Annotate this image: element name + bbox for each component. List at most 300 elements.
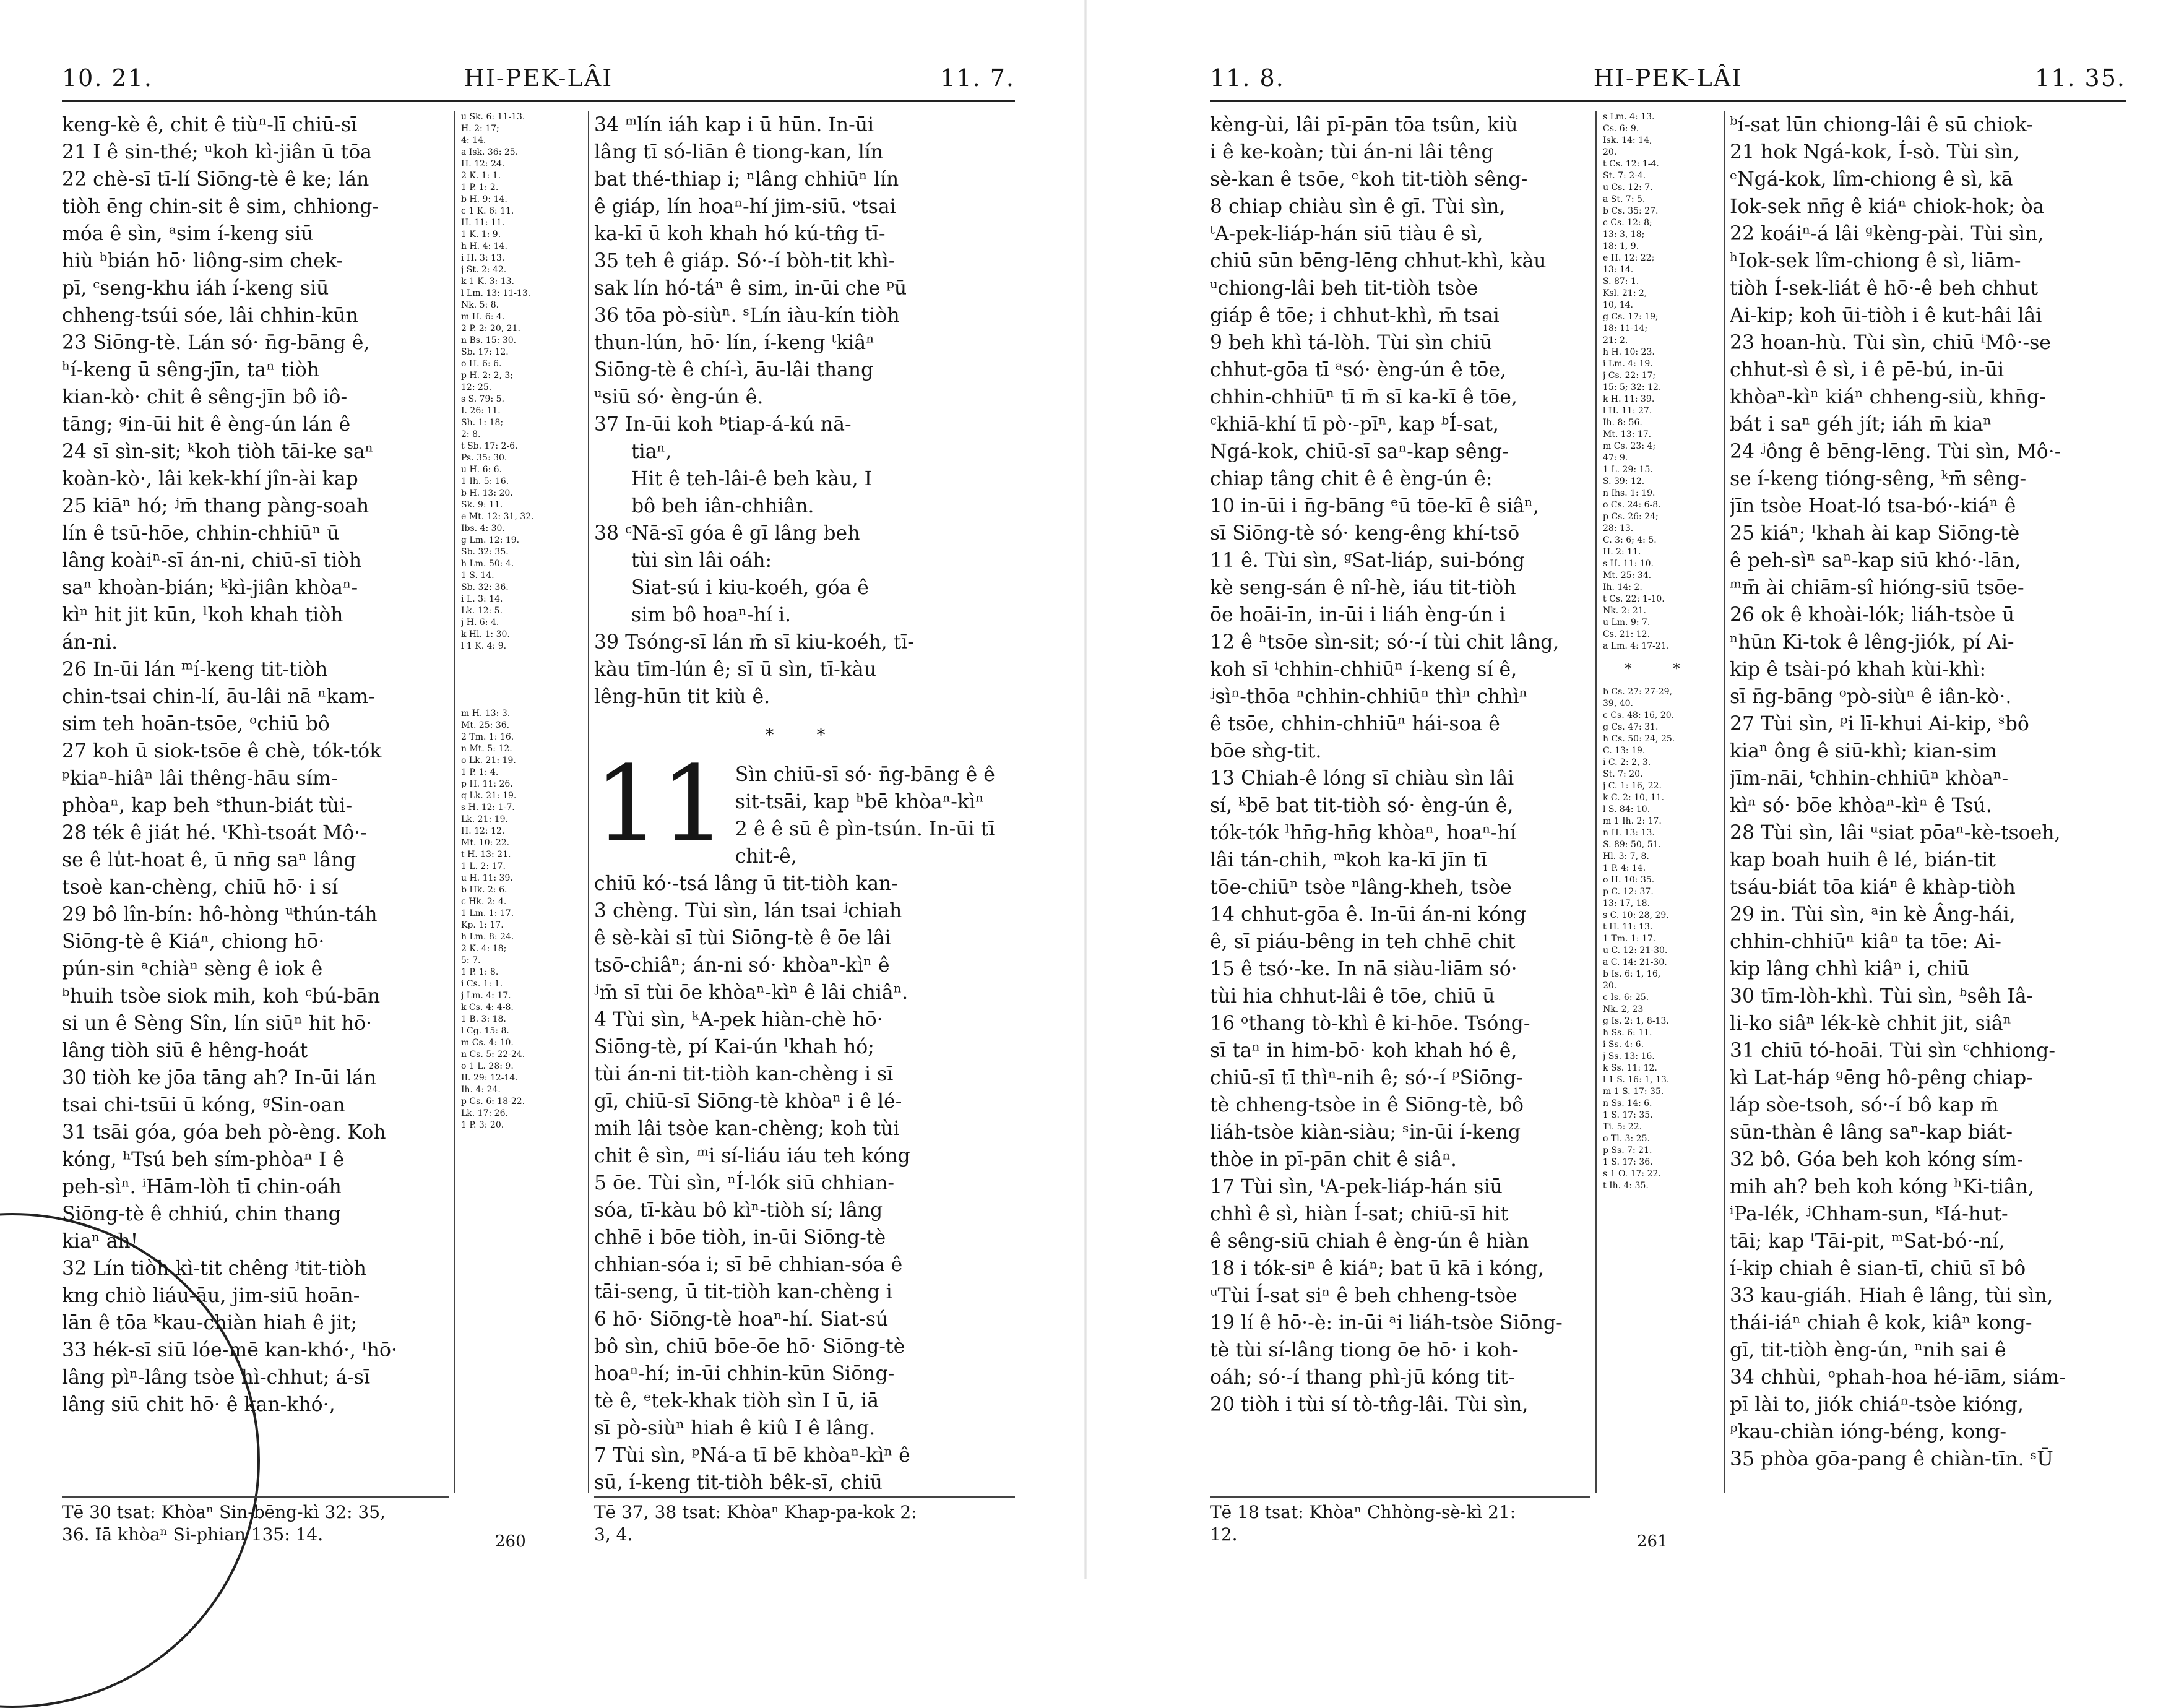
footnote-left	[62, 1501, 449, 1546]
cross-reference: h Cs. 50: 24, 25.	[1603, 734, 1675, 744]
text-column-left	[1210, 111, 1590, 1495]
cross-reference: t Cs. 22: 1-10.	[1603, 594, 1665, 604]
text-line: ᵗA-pek-liáp-hán siū tiàu ê sì,	[1210, 223, 1483, 245]
text-line: tsoè kan-chèng, chiū hō· i sí	[62, 876, 339, 899]
text-line: i ê ke-koàn; tùi án-ni lâi têng	[1210, 141, 1494, 163]
text-line: láp sòe-tsoh, só·-í bô kap m̄	[1730, 1094, 1999, 1116]
text-line: peh-sìⁿ. ⁱHām-lòh tī chin-oáh	[62, 1176, 342, 1198]
text-line: chit ê sìn, ᵐi sí-liáu iáu teh kóng	[594, 1145, 910, 1167]
cross-reference: 1 L. 2: 17.	[461, 861, 506, 871]
footnote-rule	[594, 1496, 1015, 1498]
footnote-right	[594, 1501, 1015, 1546]
cross-reference: 12: 25.	[461, 382, 492, 392]
cross-reference: k 1 K. 3: 13.	[461, 277, 514, 287]
text-line: 22 koáiⁿ-á lâi ᵍkèng-pài. Tùi sìn,	[1730, 223, 2044, 245]
text-line: 27 Tùi sìn, ᵖi lī-khui Ai-kip, ˢbô	[1730, 713, 2029, 735]
left-page	[62, 62, 1015, 1572]
text-line: Siōng-tè ê chí-ì, āu-lâi thang	[594, 359, 874, 381]
cross-reference: 15: 5; 32: 12.	[1603, 382, 1662, 392]
text-line: se í-keng tióng-sêng, ᵏm̄ sêng-	[1730, 468, 2027, 490]
text-line: chhin-chhiūⁿ tī m̄ sī ka-kī ê tōe,	[1210, 386, 1517, 408]
text-line: saⁿ khoàn-bián; ᵏkì-jiân khòaⁿ-	[62, 577, 358, 599]
text-line: 8 chiap chiàu sìn ê gī. Tùi sìn,	[1210, 196, 1506, 218]
cross-reference: l 1 K. 4: 9.	[461, 641, 507, 651]
text-line: ê peh-sìⁿ saⁿ-kap siū khó·-lān,	[1730, 550, 2021, 572]
cross-reference: j H. 6: 4.	[461, 618, 499, 628]
text-line: pī, ᶜseng-khu iáh í-keng siū	[62, 277, 329, 300]
cross-reference: Kp. 1: 17.	[461, 920, 504, 930]
cross-reference: Sb. 32: 36.	[461, 582, 509, 592]
cross-reference: l Lm. 13: 11-13.	[461, 288, 531, 298]
text-line: ʲm̄ sī tùi ōe khòaⁿ-kìⁿ ê lâi chiâⁿ.	[594, 981, 909, 1004]
cross-reference: H. 12: 12.	[461, 826, 505, 836]
text-line: kap boah huih ê lé, bián-tit	[1730, 849, 1996, 871]
text-line: chhut-sì ê sì, i ê pē-bú, in-ūi	[1730, 359, 2005, 381]
cross-reference: Lk. 12: 5.	[461, 606, 503, 616]
cross-reference: Cs. 6: 9.	[1603, 124, 1639, 134]
text-line: 14 chhut-gōa ê. In-ūi án-ni kóng	[1210, 904, 1526, 926]
text-line: kip lâng chhì kiâⁿ i, chiū	[1730, 958, 1969, 980]
text-line: tāi; kap ˡTāi-pit, ᵐSat-bó·-ní,	[1730, 1230, 2005, 1253]
text-line: 9 beh khì tá-lòh. Tùi sìn chiū	[1210, 332, 1493, 354]
text-line: kip ê tsài-pó khah kùi-khì:	[1730, 658, 1987, 681]
cross-reference: 5: 7.	[461, 955, 481, 965]
cross-reference: n Ss. 14: 6.	[1603, 1098, 1652, 1108]
cross-reference: Lk. 21: 19.	[461, 814, 508, 824]
footnote-line: 12.	[1210, 1524, 1238, 1545]
cross-reference: Sb. 32: 35.	[461, 547, 509, 557]
text-line: 23 Siōng-tè. Lán só· n̄g-bāng ê,	[62, 332, 370, 354]
cross-reference: S. 39: 12.	[1603, 477, 1645, 486]
text-line: liáh-tsòe kiàn-siàu; ˢin-ūi í-keng	[1210, 1121, 1521, 1144]
text-line: chheng-tsúi sóe, lâi chhin-kūn	[62, 304, 358, 327]
text-line: sī taⁿ in him-bō· koh khah hó ê,	[1210, 1040, 1517, 1062]
cross-reference: 10, 14.	[1603, 300, 1633, 310]
text-line: ʰí-keng ū sêng-jīn, taⁿ tiòh	[62, 359, 319, 381]
text-line: chhì ê sì, hiàn Í-sat; chiū-sī hit	[1210, 1203, 1509, 1225]
text-line: móa ê sìn, ᵃsim í-keng siū	[62, 223, 314, 245]
cross-reference: b Cs. 27: 27-29,	[1603, 687, 1672, 697]
cross-reference: m 1 S. 17: 35.	[1603, 1087, 1664, 1097]
text-line: 4 Tùi sìn, ᵏA-pek hiàn-chè hō·	[594, 1009, 883, 1031]
text-line: 31 chiū tó-hoāi. Tùi sìn ᶜchhiong-	[1730, 1040, 2055, 1062]
cross-reference: l 1 S. 16: 1, 13.	[1603, 1075, 1670, 1085]
footnote-line: 36. Iā khòaⁿ Si-phian 135: 14.	[62, 1524, 324, 1545]
cross-reference: h H. 4: 14.	[461, 241, 507, 251]
cross-reference: H. 11: 11.	[461, 218, 505, 228]
text-line: ⁱPa-lék, ʲChham-sun, ᵏIá-hut-	[1730, 1203, 2008, 1225]
cross-reference: 2 K. 1: 1.	[461, 171, 501, 181]
text-line: koh sī ⁱchhin-chhiūⁿ í-keng sí ê,	[1210, 658, 1517, 681]
cross-reference: t Cs. 12: 1-4.	[1603, 159, 1659, 169]
cross-reference: i Lm. 4: 19.	[1603, 359, 1653, 369]
text-line: gī, chiū-sī Siōng-tè khòaⁿ i ê lé-	[594, 1090, 902, 1113]
text-line: ᶜkhiā-khí tī pò·-pīⁿ, kap ᵇÍ-sat,	[1210, 413, 1500, 436]
footnote-rule	[62, 1496, 449, 1498]
cross-reference: Ps. 35: 30.	[461, 453, 507, 463]
text-line: 18 i tók-siⁿ ê kiáⁿ; bat ū kā i kóng,	[1210, 1257, 1545, 1280]
cross-reference: p H. 11: 26.	[461, 779, 513, 789]
cross-reference: o Lk. 21: 19.	[461, 756, 516, 766]
cross-reference: j Lm. 4: 17.	[461, 991, 511, 1001]
text-line: ᵇí-sat lūn chiong-lâi ê sū chiok-	[1730, 114, 2033, 136]
book-title: HI-PEK-LÂI	[464, 64, 613, 92]
cross-reference: n Ihs. 1: 19.	[1603, 488, 1655, 498]
verse-range-end: 11. 35.	[2035, 64, 2126, 92]
text-line: tè tùi sí-lâng tiong ōe hō· i koh-	[1210, 1339, 1519, 1361]
text-line: 26 In-ūi lán ᵐí-keng tit-tiòh	[62, 658, 328, 681]
text-line: 13 Chiah-ê lóng sī chiàu sìn lâi	[1210, 767, 1514, 790]
text-line: si un ê Sèng Sîn, lín siūⁿ hit hō·	[62, 1012, 373, 1035]
cross-reference: a Isk. 36: 25.	[461, 147, 519, 157]
book-title: HI-PEK-LÂI	[1593, 64, 1743, 92]
text-line: 2 ê ê sū ê pìn-tsún. In-ūi tī chit-ê,	[735, 818, 995, 868]
text-line: ᵘsiū só· èng-ún ê.	[594, 386, 764, 408]
text-line: 6 hō· Siōng-tè hoaⁿ-hí. Siat-sú	[594, 1308, 889, 1331]
cross-reference: 1 P. 1: 2.	[461, 183, 499, 192]
text-line: thun-lún, hō· lín, í-keng ᵗkiâⁿ	[594, 332, 874, 354]
cross-reference: b Cs. 35: 27.	[1603, 206, 1659, 216]
text-line: jīn tsòe Hoat-ló tsa-bó·-kiáⁿ ê	[1730, 495, 2016, 517]
text-line: lâng siū chit hō· ê kan-khó·,	[62, 1394, 335, 1416]
text-line: giáp ê tōe; i chhut-khì, m̄ tsai	[1210, 304, 1500, 327]
text-line: bô sìn, chiū bōe-ōe hō· Siōng-tè	[594, 1335, 905, 1358]
text-line: 24 sī sìn-sit; ᵏkoh tiòh tāi-ke saⁿ	[62, 441, 374, 463]
cross-reference: k H. 11: 39.	[1603, 394, 1655, 404]
page-number: 261	[1637, 1532, 1668, 1551]
cross-reference: Sk. 9: 11.	[461, 500, 503, 510]
cross-reference: II. 29: 12-14.	[461, 1073, 518, 1083]
text-line: tók-tók ˡhn̄g-hn̄g khòaⁿ, hoaⁿ-hí	[1210, 822, 1516, 844]
text-line: sū, í-keng tit-tiòh bêk-sī, chiū	[594, 1472, 883, 1494]
text-line: Sìn chiū-sī só· n̄g-bāng ê ê	[735, 764, 995, 786]
cross-reference: o H. 10: 35.	[1603, 875, 1655, 885]
cross-reference: u H. 6: 6.	[461, 465, 503, 475]
text-line: mih ah? beh koh kóng ʰKi-tiân,	[1730, 1176, 2034, 1198]
text-line: jīm-nāi, ᵗchhin-chhiūⁿ khòaⁿ-	[1730, 767, 2009, 790]
cross-reference: o H. 6: 6.	[461, 359, 502, 369]
cross-reference: Ti. 5: 22.	[1603, 1122, 1642, 1132]
text-line: Hit ê teh-lâi-ê beh kàu, I	[631, 468, 873, 490]
text-line: sit-tsāi, kap ʰbē khòaⁿ-kìⁿ	[735, 791, 984, 813]
text-line: gī, tit-tiòh èng-ún, ⁿnih sai ê	[1730, 1339, 2006, 1361]
text-line: Iok-sek nn̄g ê kiáⁿ chiok-hok; òa	[1730, 196, 2045, 218]
text-line: li-ko siâⁿ lék-kè chhit jit, siâⁿ	[1730, 1012, 2012, 1035]
text-line: 27 koh ū siok-tsōe ê chè, tók-tók	[62, 740, 382, 762]
text-line: sí, ᵏbē bat tit-tiòh só· èng-ún ê,	[1210, 795, 1514, 817]
text-line: lín ê tsū-hōe, chhin-chhiūⁿ ū	[62, 522, 340, 545]
text-line: ê sè-kài sī tùi Siōng-tè ê ōe lâi	[594, 927, 891, 949]
cross-reference: St. 7: 20.	[1603, 769, 1643, 779]
cross-reference: i Ss. 4: 6.	[1603, 1040, 1644, 1050]
column-rule	[454, 111, 455, 1493]
text-line: 36 tōa pò-siùⁿ. ˢLín iàu-kín tiòh	[594, 304, 900, 327]
cross-reference: 1 P. 3: 20.	[461, 1120, 504, 1130]
cross-reference: e H. 12: 22;	[1603, 253, 1655, 263]
cross-reference: p Cs. 6: 18-22.	[461, 1097, 525, 1106]
text-line: tùi hia chhut-lâi ê tōe, chiū ū	[1210, 985, 1495, 1007]
cross-reference: S. 87: 1.	[1603, 277, 1639, 287]
cross-reference: m Cs. 23: 4;	[1603, 441, 1656, 451]
cross-reference: u C. 12: 21-30.	[1603, 946, 1668, 955]
text-line: ʲsìⁿ-thōa ⁿchhin-chhiūⁿ thìⁿ chhìⁿ	[1210, 686, 1528, 708]
text-line: 33 hék-sī siū lóe-mē kan-khó·, ˡhō·	[62, 1339, 397, 1361]
cross-reference: t H. 13: 21.	[461, 850, 511, 860]
cross-reference: H. 2: 17;	[461, 124, 499, 134]
text-line: mih lâi tsòe kan-chèng; koh tùi	[594, 1118, 900, 1140]
cross-reference: Mt. 25: 36.	[461, 720, 510, 730]
text-line: tùi sìn lâi oáh:	[631, 550, 772, 572]
text-line: ᵘTùi Í-sat siⁿ ê beh chheng-tsòe	[1210, 1285, 1517, 1307]
text-line: lâng koàiⁿ-sī án-ni, chiū-sī tiòh	[62, 550, 362, 572]
cross-reference: h H. 10: 23.	[1603, 347, 1655, 357]
text-line: kiaⁿ ah!	[62, 1230, 139, 1253]
cross-reference: Nk. 5: 8.	[461, 300, 499, 310]
cross-reference: p Ss. 7: 21.	[1603, 1145, 1652, 1155]
text-line: 21 hok Ngá-kok, Í-sò. Tùi sìn,	[1730, 141, 2020, 163]
text-line: 3 chèng. Tùi sìn, lán tsai ʲchiah	[594, 900, 902, 922]
cross-reference: g Cs. 17: 19;	[1603, 312, 1659, 322]
running-head	[1210, 62, 2126, 99]
cross-reference: 1 Tm. 1: 17.	[1603, 934, 1656, 944]
cross-reference: 2 P. 2: 20, 21.	[461, 324, 520, 334]
cross-reference: n Cs. 5: 22-24.	[461, 1050, 525, 1059]
text-line: se ê lu̍t-hoat ê, ū nn̄g saⁿ lâng	[62, 849, 356, 871]
text-line: kèng-ùi, lâi pī-pān tōa tsûn, kiù	[1210, 114, 1518, 136]
cross-reference: h Lm. 50: 4.	[461, 559, 514, 569]
text-line: 30 tīm-lòh-khì. Tùi sìn, ᵇsêh Iâ-	[1730, 985, 2034, 1007]
cross-reference: Nk. 2: 21.	[1603, 606, 1646, 616]
text-line: 19 lí ê hō·-è: in-ūi ᵃi liáh-tsòe Siōng-	[1210, 1312, 1563, 1334]
text-line: sī pò-siùⁿ hiah ê kiû I ê lâng.	[594, 1417, 876, 1439]
book-gutter	[1084, 0, 1087, 1579]
cross-reference: l Cg. 15: 8.	[461, 1026, 509, 1036]
text-line: Siōng-tè, pí Kai-ún ˡkhah hó;	[594, 1036, 874, 1058]
text-line: tāi-seng, ū tit-tiòh kan-chèng i	[594, 1281, 892, 1303]
cross-reference: t Sb. 17: 2-6.	[461, 441, 518, 451]
text-line: bat thé-thiap i; ⁿlâng chhiūⁿ lín	[594, 168, 899, 191]
text-line: ⁿhūn Ki-tok ê lêng-jiók, pí Ai-	[1730, 631, 2014, 653]
text-line: sim teh hoān-tsōe, ᵒchiū bô	[62, 713, 330, 735]
text-line: án-ni.	[62, 631, 118, 653]
text-line: chiap tâng chit ê ê èng-ún ê:	[1210, 468, 1493, 490]
cross-reference: S. 89: 50, 51.	[1603, 840, 1661, 850]
text-line: 35 teh ê giáp. Só·-í bòh-tit khì-	[594, 250, 896, 272]
text-line: bōe sǹg-tit.	[1210, 740, 1322, 762]
text-line: kìⁿ hit jit kūn, ˡkoh khah tiòh	[62, 604, 343, 626]
cross-reference: i L. 3: 14.	[461, 594, 503, 604]
cross-reference: s 1 O. 17: 22.	[1603, 1169, 1661, 1179]
cross-reference: Mt. 25: 34.	[1603, 571, 1652, 580]
cross-reference: m H. 6: 4.	[461, 312, 505, 322]
cross-reference: 18: 1, 9.	[1603, 241, 1639, 251]
text-line: lâng pìⁿ-lâng tsòe hì-chhut; á-sī	[62, 1366, 371, 1389]
cross-reference: o Tl. 3: 25.	[1603, 1134, 1650, 1144]
text-line: ᵖkau-chiàn ióng-béng, kong-	[1730, 1421, 2007, 1443]
text-line: phòaⁿ, kap beh ˢthun-biát tùi-	[62, 795, 353, 817]
cross-reference: C. 13: 19.	[1603, 746, 1646, 756]
text-line: sim bô hoaⁿ-hí i.	[631, 604, 792, 626]
text-line: chiū sūn bēng-lēng chhut-khì, kàu	[1210, 250, 1547, 272]
running-head	[62, 62, 1015, 99]
cross-reference: 1 S. 14.	[461, 571, 494, 580]
text-line: chhut-gōa tī ᵃsó· èng-ún ê tōe,	[1210, 359, 1507, 381]
text-line: chiū kó·-tsá lâng ū tit-tiòh kan-	[594, 873, 899, 895]
text-line: 5 ōe. Tùi sìn, ⁿÍ-lók siū chhian-	[594, 1172, 895, 1194]
text-line: ᵉNgá-kok, lîm-chiong ê sì, kā	[1730, 168, 2013, 191]
cross-reference: 4: 14.	[461, 136, 486, 145]
cross-reference: n H. 13: 13.	[1603, 828, 1655, 838]
cross-reference: 47: 9.	[1603, 453, 1628, 463]
text-line: Siōng-tè ê Kiáⁿ, chiong hō·	[62, 931, 325, 953]
cross-reference: b H. 9: 14.	[461, 194, 507, 204]
text-line: tsai chi-tsūi ū kóng, ᵍSin-oan	[62, 1094, 345, 1116]
cross-reference: m H. 13: 3.	[461, 709, 511, 718]
text-line: ê, sī piáu-bêng in teh chhē chit	[1210, 931, 1516, 953]
column-rule	[588, 111, 589, 1493]
verse-range-start: 10. 21.	[62, 64, 153, 92]
cross-reference: 1 B. 3: 18.	[461, 1014, 506, 1024]
text-line: 25 kiāⁿ hó; ʲm̄ thang pàng-soah	[62, 495, 369, 517]
cross-reference: I. 26: 11.	[461, 406, 501, 416]
cross-reference: q Lk. 21: 19.	[461, 791, 517, 801]
cross-reference: u Lm. 9: 7.	[1603, 618, 1651, 628]
text-line: 23 hoan-hù. Tùi sìn, chiū ⁱMô·-se	[1730, 332, 2051, 354]
text-line: Siat-sú i kiu-koéh, góa ê	[631, 577, 869, 599]
text-line: 37 In-ūi koh ᵇtiap-á-kú nā-	[594, 413, 852, 436]
cross-reference: j Ss. 13: 16.	[1603, 1051, 1655, 1061]
cross-reference: c Hk. 2: 4.	[461, 897, 507, 907]
cross-reference: p H. 2: 2, 3;	[461, 371, 514, 381]
section-separator: * *	[1625, 662, 1699, 677]
cross-reference: 2 K. 4: 18;	[461, 944, 507, 954]
cross-reference: 1 P. 1: 4.	[461, 767, 499, 777]
text-line: sī n̄g-bāng ᵒpò-siùⁿ ê iân-kò·.	[1730, 686, 2012, 708]
text-line: kiaⁿ ông ê siū-khì; kian-sim	[1730, 740, 1997, 762]
cross-reference: g Cs. 47: 31.	[1603, 722, 1659, 732]
text-line: kè seng-sán ê nî-hè, iáu tit-tiòh	[1210, 577, 1516, 599]
cross-reference: h Ss. 6: 11.	[1603, 1028, 1652, 1038]
cross-reference: s H. 12: 1-7.	[461, 803, 515, 813]
cross-reference: Ibs. 4: 30.	[461, 524, 505, 533]
cross-reference: k Hl. 1: 30.	[461, 629, 510, 639]
cross-reference: p Cs. 26: 24;	[1603, 512, 1659, 522]
text-line: Ngá-kok, chiū-sī saⁿ-kap sêng-	[1210, 441, 1509, 463]
text-line: thái-iáⁿ chiah ê kok, kiâⁿ kong-	[1730, 1312, 2032, 1334]
cross-reference: 18: 11-14;	[1603, 324, 1648, 334]
text-line: tsáu-biát tōa kiáⁿ ê khàp-tiòh	[1730, 876, 2016, 899]
text-line: kàu tīm-lún ê; sī ū sìn, tī-kàu	[594, 658, 876, 681]
text-line: chhē i bōe tiòh, in-ūi Siōng-tè	[594, 1227, 886, 1249]
cross-reference: u Cs. 12: 7.	[1603, 183, 1653, 192]
text-line: sī Siōng-tè só· keng-êng khí-tsō	[1210, 522, 1520, 545]
text-line: 35 phòa gōa-pang ê chiàn-tīn. ˢŪ	[1730, 1448, 2053, 1470]
text-line: 28 Tùi sìn, lâi ᵘsiat pōaⁿ-kè-tsoeh,	[1730, 822, 2061, 844]
verse-range-end: 11. 7.	[940, 64, 1015, 92]
text-line: pī lài to, jiók chiáⁿ-tsòe kióng,	[1730, 1394, 2024, 1416]
text-line: lêng-hūn tit kiù ê.	[594, 686, 770, 708]
text-line: keng-kè ê, chit ê tiùⁿ-lī chiū-sī	[62, 114, 358, 136]
text-line: ᵐm̄ ài chiām-sî hióng-siū tsōe-	[1730, 577, 2024, 599]
text-line: ka-kī ū koh khah hó kú-tn̂g tī-	[594, 223, 886, 245]
cross-reference: 21: 2.	[1603, 335, 1628, 345]
footnote-line: 3, 4.	[594, 1524, 633, 1545]
cross-reference: 1 S. 17: 35.	[1603, 1110, 1653, 1120]
cross-reference: H. 12: 24.	[461, 159, 505, 169]
cross-reference: b Is. 6: 1, 16,	[1603, 969, 1661, 979]
text-line: ᵖkiaⁿ-hiâⁿ lâi thêng-hāu sím-	[62, 767, 338, 790]
cross-reference: o Cs. 24: 6-8.	[1603, 500, 1661, 510]
cross-reference: Sh. 1: 18;	[461, 418, 504, 428]
text-line: oáh; só·-í thang phì-jū kóng tit-	[1210, 1366, 1515, 1389]
header-rule	[1210, 100, 2126, 102]
cross-reference: b H. 13: 20.	[461, 488, 513, 498]
text-line: 15 ê tsó·-ke. In nā siàu-liām só·	[1210, 958, 1517, 980]
text-line: tiaⁿ,	[631, 441, 672, 463]
cross-reference: i C. 2: 2, 3.	[1603, 757, 1651, 767]
footnote-left	[1210, 1501, 1590, 1546]
text-line: kóng, ʰTsú beh sím-phòaⁿ I ê	[62, 1149, 345, 1171]
right-page	[1210, 62, 2126, 1572]
text-line: lâng tī só-liān ê tiong-kan, lín	[594, 141, 884, 163]
cross-reference: s S. 79: 5.	[461, 394, 504, 404]
text-line: kng chiò liáu-āu, jim-siū hoān-	[62, 1285, 360, 1307]
text-line: 29 bô lîn-bín: hô-hòng ᵘthún-táh	[62, 904, 378, 926]
text-line: lān ê tōa ᵏkau-chiàn hiah ê jit;	[62, 1312, 357, 1334]
cross-reference: c Is. 6: 25.	[1603, 993, 1649, 1003]
text-line: tsō-chiâⁿ; án-ni só· khòaⁿ-kìⁿ ê	[594, 954, 890, 977]
cross-references-column	[1603, 111, 1720, 1495]
cross-reference: s H. 11: 10.	[1603, 559, 1654, 569]
text-line: 39 Tsóng-sī lán m̄ sī kiu-koéh, tī-	[594, 631, 915, 653]
cross-reference: 1 S. 17: 36.	[1603, 1157, 1653, 1167]
footnote-line: Tē 18 tsat: Khòaⁿ Chhòng-sè-kì 21:	[1210, 1502, 1516, 1522]
text-line: ê giáp, lín hoaⁿ-hí jim-siū. ᵒtsai	[594, 196, 896, 218]
cross-reference: k C. 2: 10, 11.	[1603, 793, 1665, 803]
text-column-left	[62, 111, 449, 1495]
chapter-number: 11	[594, 743, 727, 865]
text-line: 21 I ê sin-thé; ᵘkoh kì-jiân ū tōa	[62, 141, 372, 163]
text-line: tōe-chiūⁿ tsòe ⁿlâng-kheh, tsòe	[1210, 876, 1512, 899]
cross-reference: m 1 Ih. 2: 17.	[1603, 816, 1662, 826]
text-line: ᵘchiong-lâi beh tit-tiòh tsòe	[1210, 277, 1478, 300]
cross-reference: s C. 10: 28, 29.	[1603, 910, 1669, 920]
cross-reference: u Sk. 6: 11-13.	[461, 112, 525, 122]
text-line: 16 ᵒthang tò-khì ê ki-hōe. Tsóng-	[1210, 1012, 1530, 1035]
cross-reference: Hl. 3: 7, 8.	[1603, 852, 1649, 861]
cross-reference: j Cs. 22: 17;	[1603, 371, 1656, 381]
section-separator: * *	[765, 725, 844, 745]
cross-reference: p C. 12: 37.	[1603, 887, 1654, 897]
cross-reference: 1 P. 1: 8.	[461, 967, 499, 977]
cross-reference: k Cs. 4: 4-8.	[461, 1003, 514, 1012]
cross-reference: n Mt. 5: 12.	[461, 744, 512, 754]
cross-reference: c Cs. 48: 16, 20.	[1603, 710, 1675, 720]
cross-reference: Mt. 10: 22.	[461, 838, 510, 848]
page-number: 260	[495, 1532, 526, 1551]
text-line: 12 ê ʰtsōe sìn-sit; só·-í tùi chit lâng,	[1210, 631, 1560, 653]
text-line: 32 Lín tiòh kì-tit chêng ʲtit-tiòh	[62, 1257, 366, 1280]
cross-reference: 1 K. 1: 9.	[461, 230, 501, 239]
text-line: tùi án-ni tit-tiòh kan-chèng i sī	[594, 1063, 894, 1085]
cross-reference: o 1 L. 28: 9.	[461, 1061, 514, 1071]
cross-reference: 20.	[1603, 981, 1617, 991]
cross-reference: 28: 13.	[1603, 524, 1634, 533]
text-line: Ai-kip; koh ūi-tiòh i ê kut-hâi lâi	[1730, 304, 2042, 327]
footnote-line: Tē 30 tsat: Khòaⁿ Sin-bēng-kì 32: 35,	[62, 1502, 386, 1522]
cross-reference: 1 Ih. 5: 16.	[461, 477, 509, 486]
cross-reference: Ih. 4: 24.	[461, 1085, 501, 1095]
